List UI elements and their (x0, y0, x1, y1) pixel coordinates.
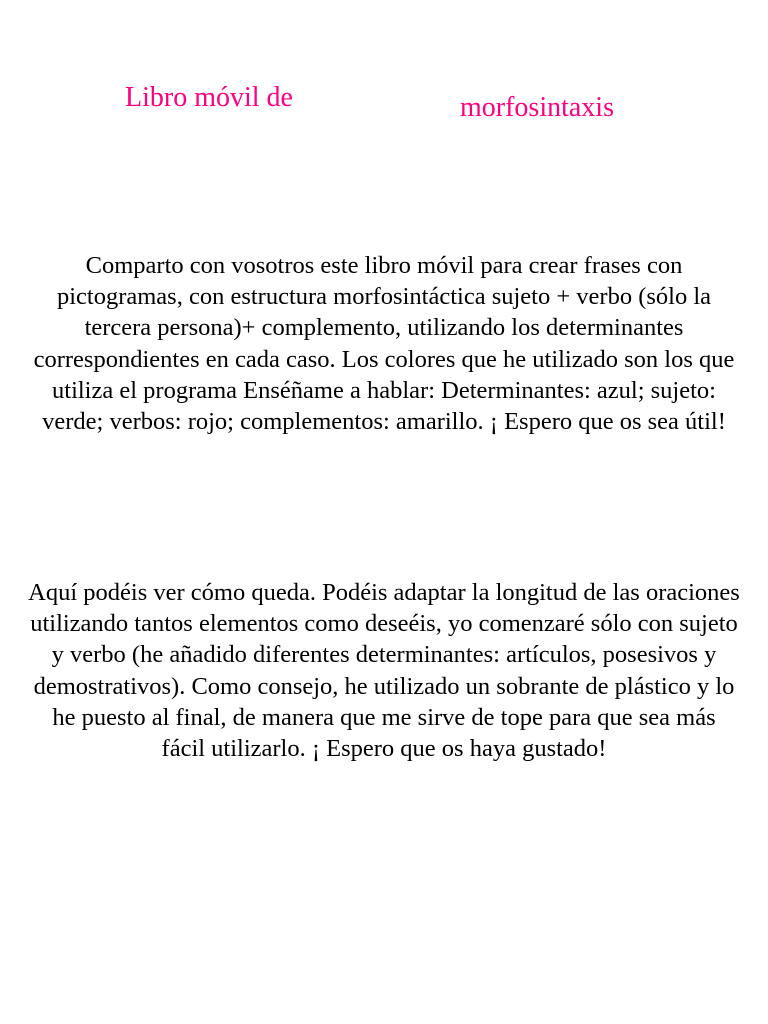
title-left: Libro móvil de (125, 82, 293, 113)
title-right: morfosintaxis (460, 92, 614, 123)
intro-paragraph: Comparto con vosotros este libro móvil para crear frases con pictogramas, con estructura morfosintáctica sujeto + verbo (sólo la tercera persona)+ complemento, utilizando los determinantes correspondientes en cada caso. Los colores que he utilizado son los que utiliza el programa Enséñame a hablar: Determinantes: azul; sujeto: verde; verbos: rojo; complementos: amarillo. ¡ Espero que os sea útil! (33, 252, 735, 436)
usage-paragraph: Aquí podéis ver cómo queda. Podéis adaptar la longitud de las oraciones utilizando tantos elementos como deseéis, yo comenzaré sólo con sujeto y verbo (he añadido diferentes determinantes: artículos, posesivos y demostrativos). Como consejo, he utilizado un sobrante de plástico y lo he puesto al final, de manera que me sirve de tope para que sea más fácil utilizarlo. ¡ Espero que os haya gustado! (28, 579, 740, 763)
